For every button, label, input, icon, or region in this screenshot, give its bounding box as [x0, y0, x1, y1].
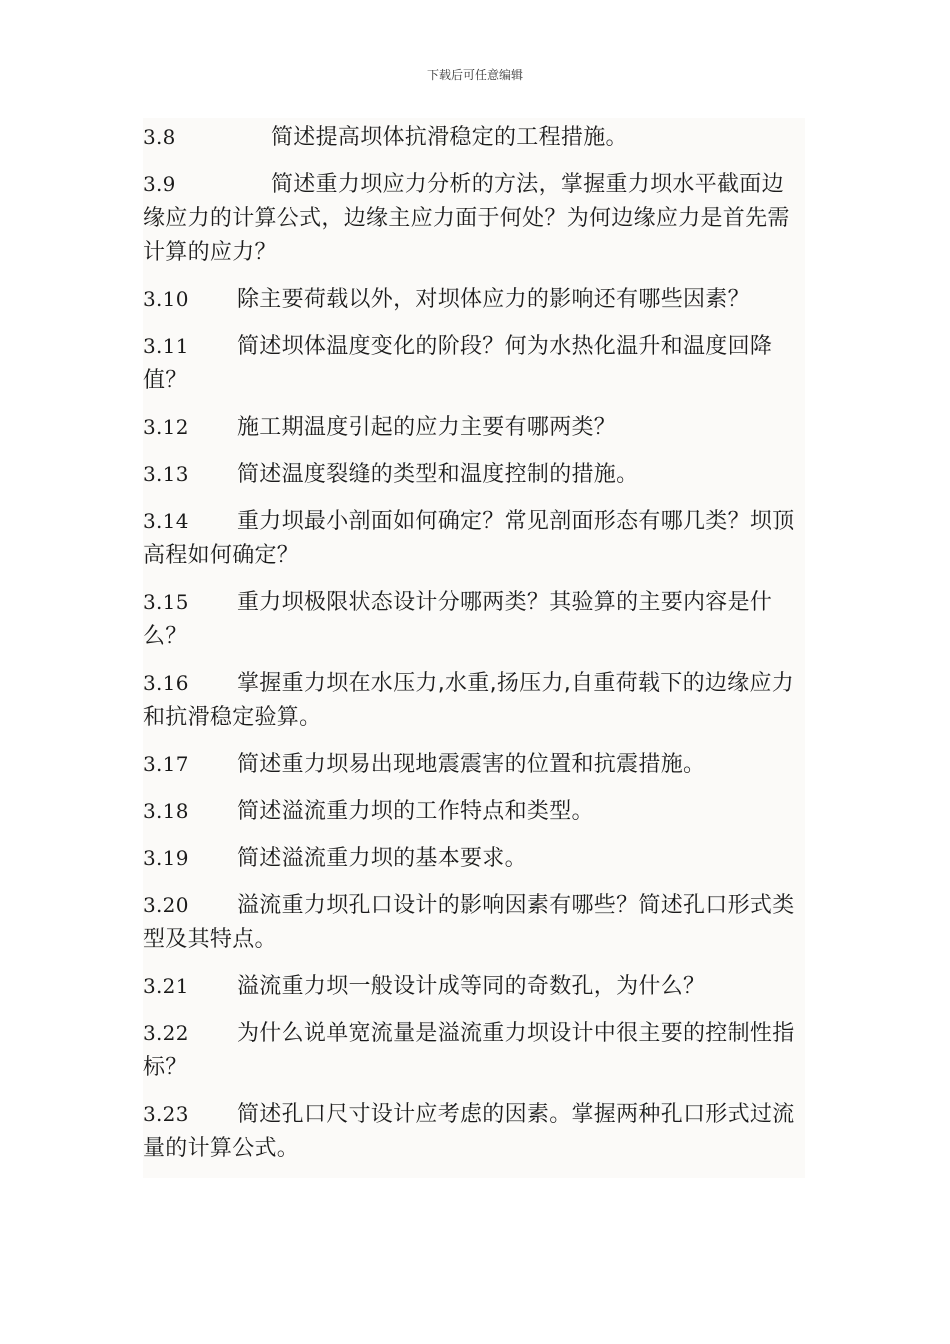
question-item: [143, 888, 805, 957]
question-item: [143, 969, 805, 1004]
question-number: 3.20: [143, 893, 189, 917]
question-item: [143, 666, 805, 735]
question-number: 3.17: [143, 752, 189, 776]
question-text: 简述坝体温度变化的阶段？何为水热化温升和温度回降值？: [143, 334, 773, 393]
question-number: 3.8: [143, 125, 176, 149]
question-number: 3.21: [143, 974, 189, 998]
question-number: 3.11: [143, 334, 189, 358]
question-item: [143, 167, 805, 270]
question-text: 简述温度裂缝的类型和温度控制的措施。: [237, 462, 639, 487]
question-text: 重力坝极限状态设计分哪两类？其验算的主要内容是什么？: [143, 590, 773, 649]
question-item: [143, 747, 805, 782]
question-item: [143, 585, 805, 654]
question-item: [143, 1097, 805, 1166]
question-number: 3.18: [143, 799, 189, 823]
question-text: 施工期温度引起的应力主要有哪两类？: [237, 415, 617, 440]
question-text: 简述重力坝易出现地震震害的位置和抗震措施。: [237, 752, 706, 777]
question-text: 除主要荷载以外，对坝体应力的影响还有哪些因素？: [237, 287, 750, 312]
question-number: 3.13: [143, 462, 189, 486]
question-text: 溢流重力坝孔口设计的影响因素有哪些？简述孔口形式类型及其特点。: [143, 893, 795, 952]
question-text: 简述孔口尺寸设计应考虑的因素。掌握两种孔口形式过流量的计算公式。: [143, 1102, 795, 1161]
question-item: [143, 329, 805, 398]
question-text: 简述提高坝体抗滑稳定的工程措施。: [271, 125, 628, 150]
question-item: [143, 282, 805, 317]
question-text: 重力坝最小剖面如何确定？常见剖面形态有哪几类？坝顶高程如何确定？: [143, 509, 795, 568]
question-number: 3.16: [143, 671, 189, 695]
question-number: 3.9: [143, 172, 176, 196]
question-number: 3.12: [143, 415, 189, 439]
question-item: [143, 1016, 805, 1085]
question-text: 简述溢流重力坝的工作特点和类型。: [237, 799, 594, 824]
question-item: [143, 794, 805, 829]
question-number: 3.23: [143, 1102, 189, 1126]
question-number: 3.15: [143, 590, 189, 614]
question-item: [143, 120, 805, 155]
question-number: 3.22: [143, 1021, 189, 1045]
question-list: [143, 118, 805, 1178]
question-number: 3.19: [143, 846, 189, 870]
question-number: 3.10: [143, 287, 189, 311]
page-header: 下载后可任意编辑: [426, 68, 523, 82]
question-text: 掌握重力坝在水压力,水重,扬压力,自重荷载下的边缘应力和抗滑稳定验算。: [143, 671, 795, 730]
question-item: [143, 457, 805, 492]
question-text: 为什么说单宽流量是溢流重力坝设计中很主要的控制性指标？: [143, 1021, 795, 1080]
question-number: 3.14: [143, 509, 189, 533]
question-text: 简述重力坝应力分析的方法，掌握重力坝水平截面边缘应力的计算公式，边缘主应力面于何处？为何边缘应力是首先需计算的应力？: [143, 172, 790, 265]
question-item: [143, 504, 805, 573]
question-text: 溢流重力坝一般设计成等同的奇数孔，为什么？: [237, 974, 706, 999]
question-item: [143, 841, 805, 876]
question-item: [143, 410, 805, 445]
question-text: 简述溢流重力坝的基本要求。: [237, 846, 527, 871]
